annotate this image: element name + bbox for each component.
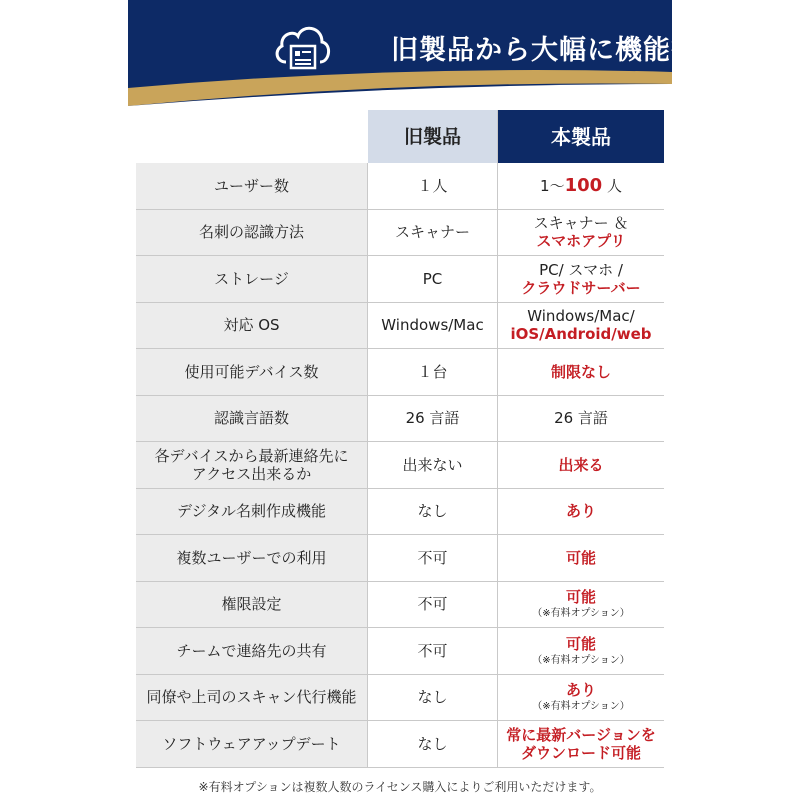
row-label: 同僚や上司のスキャン代行機能: [136, 675, 368, 722]
table-row: [136, 721, 664, 768]
header-spacer: [136, 110, 368, 163]
new-value: 26 言語: [498, 396, 664, 443]
new-value-highlight: iOS/Android/web: [510, 325, 652, 344]
new-value: [498, 582, 664, 629]
table-row: [136, 303, 664, 350]
new-value-line: Windows/Mac/: [527, 307, 635, 326]
new-value: 出来る: [498, 442, 664, 489]
new-value-line: スキャナー ＆: [533, 214, 629, 233]
new-value-highlight: 可能: [565, 634, 596, 653]
paid-option-note: （※有料オプション）: [532, 654, 630, 666]
new-value: [498, 303, 664, 350]
cloud-card-icon: [270, 14, 334, 78]
row-label: 対応 OS: [136, 303, 368, 350]
old-value: １台: [368, 349, 498, 396]
old-value: なし: [368, 675, 498, 722]
new-value-part: 1〜: [540, 176, 565, 195]
row-label: 名刺の認識方法: [136, 210, 368, 257]
row-label: [136, 442, 368, 489]
table-row: [136, 628, 664, 675]
new-value: [498, 163, 664, 210]
row-label: チームで連絡先の共有: [136, 628, 368, 675]
row-label: 権限設定: [136, 582, 368, 629]
new-value: [498, 721, 664, 768]
new-value-highlight: 100: [564, 174, 603, 196]
table-header-row: [136, 110, 664, 163]
row-label: 認識言語数: [136, 396, 368, 443]
old-value: １人: [368, 163, 498, 210]
row-label: ソフトウェアアップデート: [136, 721, 368, 768]
new-value-highlight: 常に最新バージョンを: [506, 725, 656, 744]
table-row: [136, 535, 664, 582]
table-row: [136, 489, 664, 536]
new-value: [498, 675, 664, 722]
new-value: [498, 210, 664, 257]
new-value-highlight: ダウンロード可能: [520, 743, 641, 762]
row-label-line: アクセス出来るか: [191, 464, 312, 483]
row-label: 使用可能デバイス数: [136, 349, 368, 396]
banner: [128, 0, 755, 106]
row-label: デジタル名刺作成機能: [136, 489, 368, 536]
table-row: [136, 582, 664, 629]
old-value: 不可: [368, 628, 498, 675]
old-value: スキャナー: [368, 210, 498, 257]
new-value-line: PC/ スマホ /: [539, 260, 623, 279]
old-value: なし: [368, 721, 498, 768]
row-label-line: 各デバイスから最新連絡先に: [154, 446, 349, 465]
table-row: [136, 349, 664, 396]
row-label: ストレージ: [136, 256, 368, 303]
old-value: 26 言語: [368, 396, 498, 443]
paid-option-note: （※有料オプション）: [532, 701, 630, 713]
table-row: [136, 256, 664, 303]
comparison-table: [136, 110, 664, 768]
new-value-part: 人: [602, 176, 622, 195]
new-value: あり: [498, 489, 664, 536]
old-value: Windows/Mac: [368, 303, 498, 350]
new-value: 可能: [498, 535, 664, 582]
old-value: PC: [368, 256, 498, 303]
new-value-highlight: スマホアプリ: [536, 232, 626, 251]
table-row: [136, 210, 664, 257]
paid-option-note: （※有料オプション）: [532, 608, 630, 620]
new-value-highlight: クラウドサーバー: [521, 278, 641, 297]
header-old-product: 旧製品: [368, 110, 498, 163]
table-row: [136, 163, 664, 210]
table-row: [136, 396, 664, 443]
new-value: [498, 628, 664, 675]
new-value-highlight: あり: [565, 681, 596, 700]
old-value: 不可: [368, 582, 498, 629]
table-row: [136, 675, 664, 722]
new-value-highlight: 可能: [565, 588, 596, 607]
old-value: 不可: [368, 535, 498, 582]
footnote: ※有料オプションは複数人数のライセンス購入によりご利用いただけます。: [198, 780, 602, 794]
new-value: 制限なし: [498, 349, 664, 396]
banner-title: 旧製品から大幅に機能拡張！: [391, 35, 755, 66]
old-value: なし: [368, 489, 498, 536]
old-value: 出来ない: [368, 442, 498, 489]
row-label: ユーザー数: [136, 163, 368, 210]
header-new-product: 本製品: [498, 110, 664, 163]
new-value: [498, 256, 664, 303]
row-label: 複数ユーザーでの利用: [136, 535, 368, 582]
table-row: [136, 442, 664, 489]
